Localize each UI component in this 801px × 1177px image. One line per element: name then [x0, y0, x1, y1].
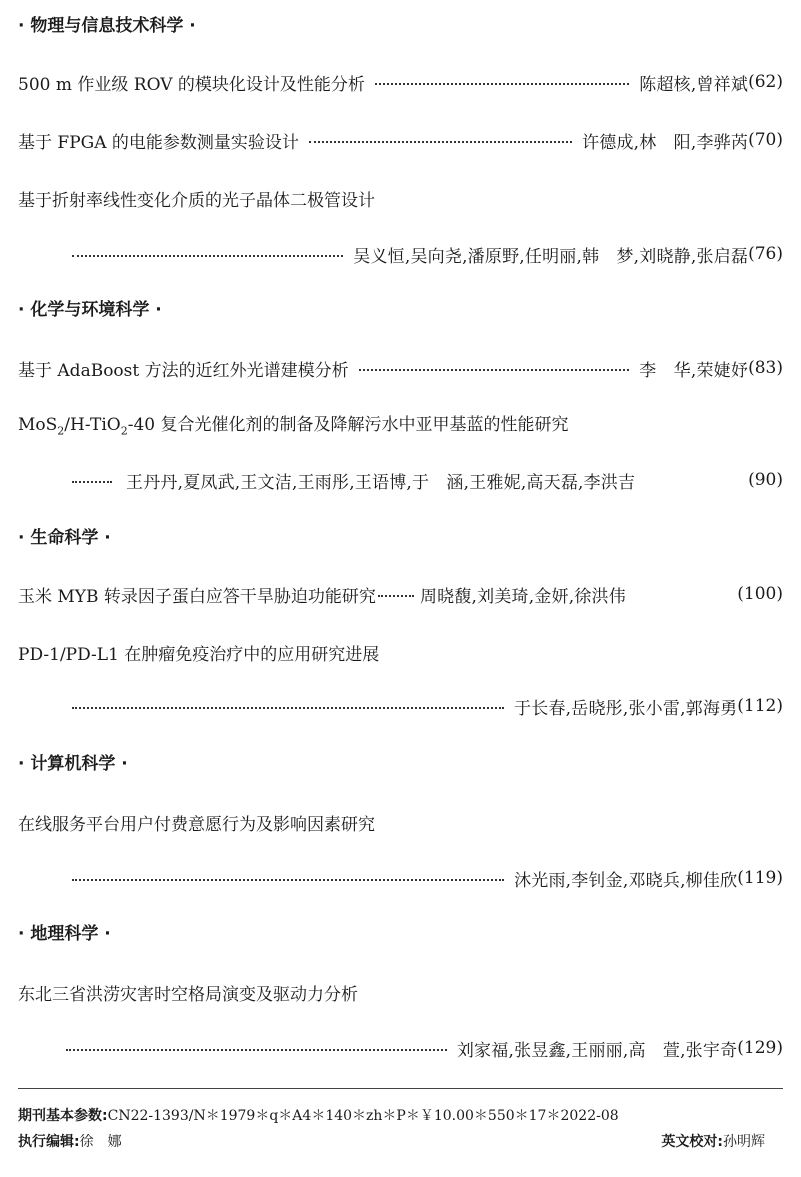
article-authors: 刘家福,张昱鑫,王丽丽,高 萱,张宇奇 — [456, 1040, 738, 1061]
editor-label: 执行编辑: — [18, 1134, 80, 1150]
journal-params — [18, 1106, 783, 1126]
toc-entry-author-line — [70, 240, 783, 268]
article-page: (119) — [737, 868, 783, 888]
section-title-physics: · 物理与信息技术科学 · — [18, 16, 196, 36]
article-title: 东北三省洪涝灾害时空格局演变及驱动力分析 — [18, 984, 358, 1005]
article-page: (129) — [737, 1038, 783, 1058]
editor-name: 徐 娜 — [79, 1134, 122, 1150]
article-authors: 周晓馥,刘美琦,金妍,徐洪伟 — [419, 586, 626, 607]
article-page: (83) — [748, 358, 783, 378]
article-page: (100) — [737, 584, 783, 604]
proofreader-label: 英文校对: — [661, 1134, 723, 1150]
section-title-life-sciences: · 生命科学 · — [18, 528, 111, 548]
leader-dots — [375, 83, 629, 85]
toc-entry-author-line — [70, 466, 783, 494]
params-label: 期刊基本参数: — [18, 1108, 108, 1124]
section-title-computer-science: · 计算机科学 · — [18, 754, 128, 774]
article-page: (76) — [748, 244, 783, 264]
toc-entry-title-line[interactable] — [18, 638, 783, 666]
toc-entry-title-line[interactable] — [18, 410, 783, 438]
article-title: MoS$_2$/H-TiO$_2$-40 复合光催化剂的制备及降解污水中亚甲基蓝的性能研究 — [18, 415, 569, 438]
toc-entry-title-line[interactable] — [18, 978, 783, 1006]
article-authors: 沐光雨,李钊金,邓晓兵,柳佳欣 — [514, 870, 738, 891]
leader-dots — [309, 141, 572, 143]
section-title-chemistry: · 化学与环境科学 · — [18, 300, 162, 320]
toc-entry[interactable] — [18, 354, 783, 382]
params-value: CN22-1393/N＊1979＊q＊A4＊140＊zh＊P＊￥10.00＊550＊17＊2022-08 — [107, 1108, 619, 1124]
article-authors: 许德成,林 阳,李骅芮 — [582, 132, 749, 153]
leader-dots — [72, 255, 343, 257]
toc-entry-author-line — [70, 864, 783, 892]
article-page: (112) — [737, 696, 783, 716]
toc-entry-title-line[interactable] — [18, 184, 783, 212]
leader-dots — [72, 879, 504, 881]
proofreader-name: 孙明辉 — [723, 1134, 765, 1150]
article-title: 基于折射率线性变化介质的光子晶体二极管设计 — [18, 190, 375, 211]
article-authors: 王丹丹,夏凤武,王文洁,王雨彤,王语博,于 涵,王雅妮,高天磊,李洪吉 — [126, 472, 636, 493]
article-title: 基于 FPGA 的电能参数测量实验设计 — [18, 132, 299, 153]
footer-divider — [18, 1088, 783, 1089]
leader-dots — [359, 369, 630, 371]
article-page: (90) — [748, 470, 783, 490]
article-authors: 李 华,荣婕妤 — [639, 360, 749, 381]
leader-dots — [72, 481, 112, 483]
article-title: PD-1/PD-L1 在肿瘤免疫治疗中的应用研究进展 — [18, 644, 380, 665]
editor-line — [18, 1132, 783, 1152]
toc-entry[interactable] — [18, 126, 783, 154]
section-title-geography: · 地理科学 · — [18, 924, 111, 944]
leader-dots — [72, 707, 504, 709]
article-page: (70) — [748, 130, 783, 150]
toc-entry[interactable] — [18, 580, 783, 608]
leader-dots — [378, 595, 414, 597]
article-authors: 陈超核,曾祥斌 — [639, 74, 749, 95]
article-title: 玉米 MYB 转录因子蛋白应答干旱胁迫功能研究 — [18, 586, 376, 607]
article-page: (62) — [748, 72, 783, 92]
toc-entry-title-line[interactable] — [18, 808, 783, 836]
article-title: 500 m 作业级 ROV 的模块化设计及性能分析 — [18, 74, 365, 95]
article-authors: 于长春,岳晓彤,张小雷,郭海勇 — [514, 698, 738, 719]
article-title: 基于 AdaBoost 方法的近红外光谱建模分析 — [18, 360, 349, 381]
toc-entry[interactable] — [18, 68, 783, 96]
article-title: 在线服务平台用户付费意愿行为及影响因素研究 — [18, 814, 375, 835]
toc-entry-author-line — [64, 1034, 783, 1062]
proofreader — [661, 1132, 765, 1152]
leader-dots — [66, 1049, 447, 1051]
article-authors: 吴义恒,吴向尧,潘原野,任明丽,韩 梦,刘晓静,张启磊 — [353, 246, 749, 267]
toc-entry-author-line — [70, 692, 783, 720]
